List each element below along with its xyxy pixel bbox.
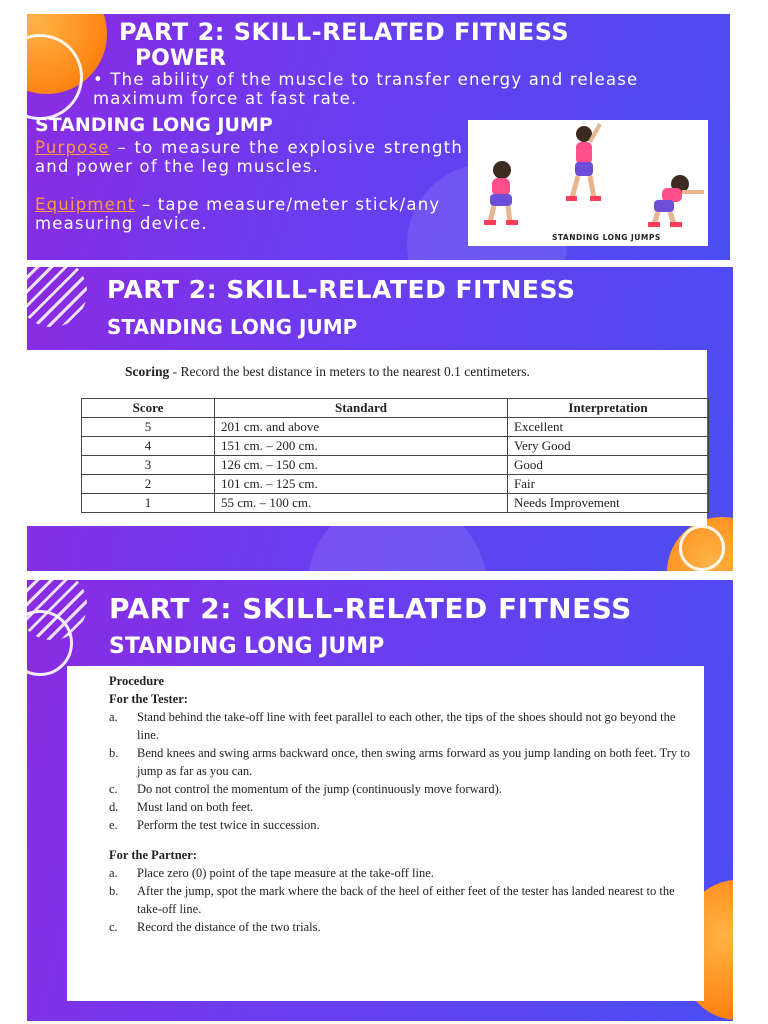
list-item: b. After the jump, spot the mark where the back of the heel of either feet of the tester has landed nearest to the take-off line. <box>109 884 675 916</box>
power-definition: • The ability of the muscle to transfer energy and release maximum force at fast rate. <box>93 70 639 108</box>
equipment-label: Equipment <box>35 195 136 214</box>
tester-steps <box>109 708 694 834</box>
scoring-table <box>81 398 709 513</box>
partner-heading: For the Partner: <box>109 848 197 862</box>
table-row: 5 201 cm. and above Excellent <box>82 418 709 437</box>
section-heading: STANDING LONG JUMP <box>35 114 273 136</box>
list-item: c. Record the distance of the two trials. <box>109 920 321 934</box>
list-item: b. Bend knees and swing arms backward once, then swing arms forward as you jump landing on both feet. Try to jump as far as you can. <box>109 746 691 778</box>
slide-subtitle: STANDING LONG JUMP <box>107 315 358 339</box>
list-item: c. Do not control the momentum of the jump (continuously move forward). <box>109 782 502 796</box>
header-interpretation: Interpretation <box>508 399 709 418</box>
jump-illustration <box>468 120 708 246</box>
table-row: 1 55 cm. – 100 cm. Needs Improvement <box>82 494 709 513</box>
image-caption: STANDING LONG JUMPS <box>552 233 661 242</box>
slide-subtitle: STANDING LONG JUMP <box>109 634 385 659</box>
table-header-row <box>82 399 709 418</box>
bullet-icon: • <box>93 70 111 89</box>
purpose-paragraph: Purpose – to measure the explosive strength and power of the leg muscles. <box>35 138 463 176</box>
header-score: Score <box>82 399 215 418</box>
list-item: a. Stand behind the take-off line with feet parallel to each other, the tips of the shoes should not go beyond the line. <box>109 710 676 742</box>
tester-heading: For the Tester: <box>109 692 188 706</box>
procedure-panel <box>67 666 704 1001</box>
procedure-heading: Procedure <box>109 674 165 688</box>
jumpers-figure-icon <box>468 120 708 232</box>
slide-scoring <box>27 267 733 571</box>
table-row: 4 151 cm. – 200 cm. Very Good <box>82 437 709 456</box>
partner-steps <box>109 864 694 936</box>
slide-subtitle: POWER <box>135 46 227 71</box>
table-row: 3 126 cm. – 150 cm. Good <box>82 456 709 475</box>
slide-title: PART 2: SKILL-RELATED FITNESS <box>109 592 632 625</box>
slide-procedure <box>27 580 733 1021</box>
scoring-panel <box>27 350 707 526</box>
slide-title: PART 2: SKILL-RELATED FITNESS <box>107 275 576 304</box>
striped-circle-decoration <box>27 267 87 327</box>
scoring-line: Scoring - Record the best distance in meters to the nearest 0.1 centimeters. <box>125 364 530 379</box>
list-item: e. Perform the test twice in succession. <box>109 818 320 832</box>
header-standard: Standard <box>215 399 508 418</box>
list-item: a. Place zero (0) point of the tape measure at the take-off line. <box>109 866 434 880</box>
slide-title: PART 2: SKILL-RELATED FITNESS <box>119 18 570 46</box>
table-row: 2 101 cm. – 125 cm. Fair <box>82 475 709 494</box>
slide-power <box>27 14 730 260</box>
equipment-paragraph: Equipment – tape measure/meter stick/any measuring device. <box>35 195 441 233</box>
list-item: d. Must land on both feet. <box>109 800 254 814</box>
ring-decoration <box>679 525 725 571</box>
purpose-label: Purpose <box>35 138 110 157</box>
